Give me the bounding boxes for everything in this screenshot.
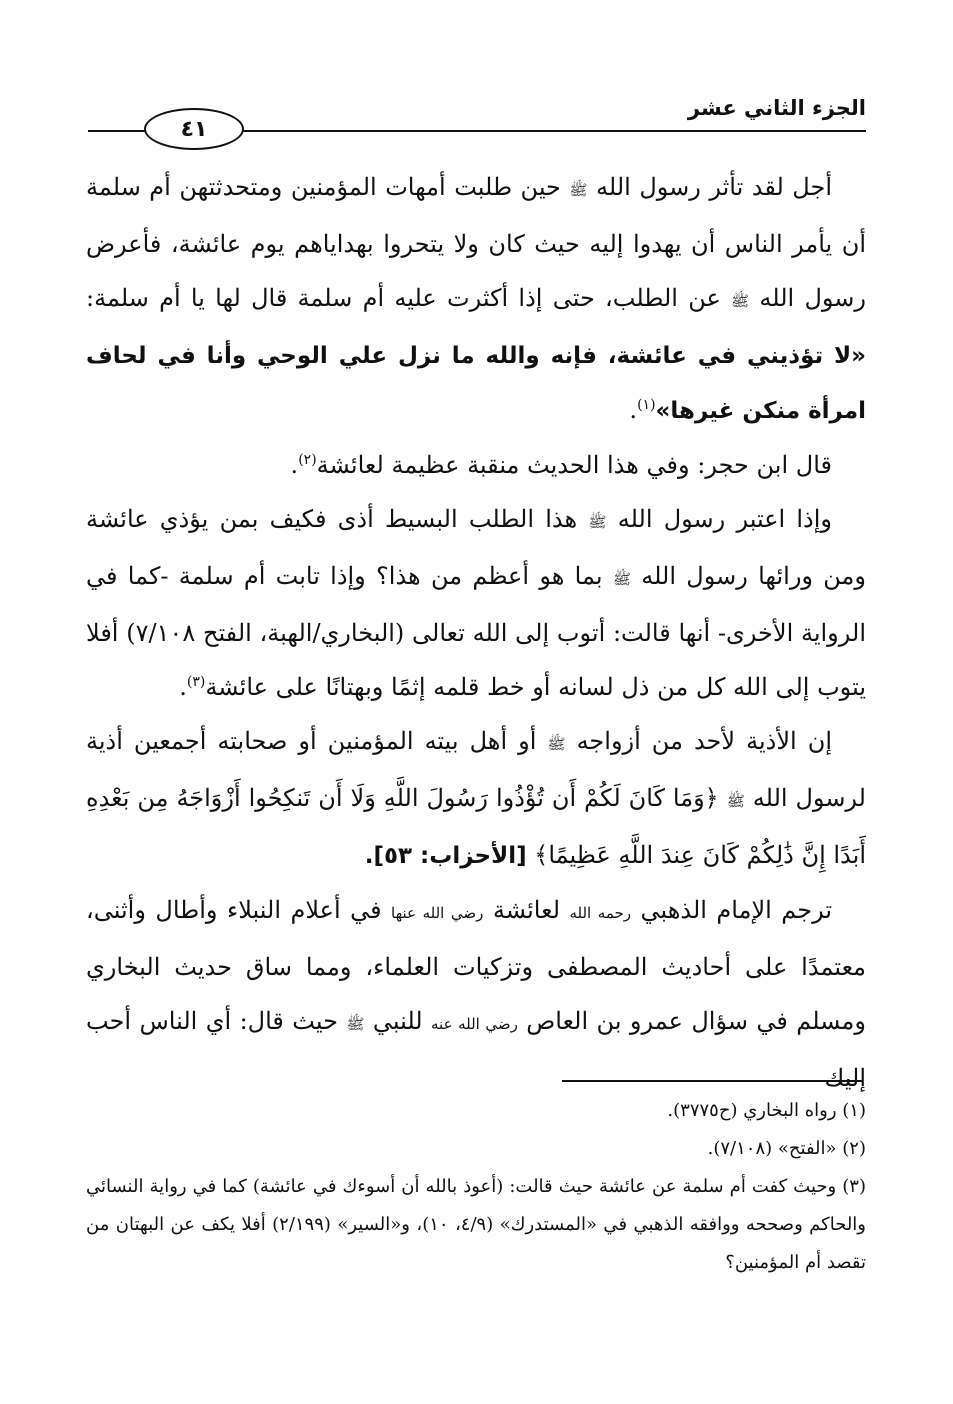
text-run: . bbox=[179, 673, 187, 701]
text-run: عن الطلب، حتى إذا أكثرت عليه أم سلمة قال لها يا أم سلمة: bbox=[86, 284, 732, 312]
main-text bbox=[86, 160, 866, 1105]
text-run: لعائشة bbox=[483, 896, 570, 924]
text-run: قال ابن حجر: وفي هذا الحديث منقبة عظيمة لعائشة bbox=[316, 451, 832, 479]
text-run: بما هو أعظم من هذا؟ وإذا تابت أم سلمة -كما في الرواية الأخرى- أنها قالت: أتوب إلى الله تعالى (البخاري/الهبة، الفتح ٧/١٠٨) أفلا يتوب إلى الله كل من ذل لسانه أو خط قلمه إثمًا وبهتانًا على عائشة bbox=[86, 562, 866, 701]
header-rule-left bbox=[88, 130, 148, 132]
page-number: ٤١ bbox=[144, 108, 244, 150]
text-run: في أعلام النبلاء وأطال وأثنى، معتمدًا على أحاديث المصطفى وتزكيات العلماء، ومما ساق حديث البخاري ومسلم في سؤال عمرو بن العاص bbox=[86, 896, 867, 1035]
text-run: أو أهل بيته المؤمنين أو صحابته أجمعين أذية لرسول الله bbox=[86, 727, 866, 812]
text-run: للنبي bbox=[364, 1007, 432, 1035]
honorific-symbol: رحمه الله bbox=[569, 904, 632, 922]
honorific-symbol: رضي الله عنها bbox=[391, 904, 484, 922]
text-run: . bbox=[629, 396, 638, 424]
salawat-symbol: ﷺ bbox=[612, 570, 631, 588]
salawat-symbol: ﷺ bbox=[726, 792, 745, 810]
paragraph-3 bbox=[86, 492, 866, 714]
verse-reference: [الأحزاب: ٥٣]. bbox=[364, 843, 527, 869]
footnote-ref-2: (٢) bbox=[298, 452, 317, 468]
hadith-quote: «لا تؤذيني في عائشة، فإنه والله ما نزل علي الوحي وأنا في لحاف امرأة منكن غيرها» bbox=[86, 343, 866, 424]
text-run: ترجم الإمام الذهبي bbox=[631, 896, 832, 924]
footnote-separator bbox=[562, 1080, 862, 1082]
text-run: . bbox=[290, 451, 299, 479]
header-rule bbox=[228, 130, 866, 132]
text-run: إن الأذية لأحد من أزواجه bbox=[565, 727, 832, 755]
paragraph-5 bbox=[86, 883, 866, 1105]
footnote-3: (٣) وحيث كفت أم سلمة عن عائشة حيث قالت: (أعوذ بالله أن أسوءك في عائشة) كما في رواية النسائي والحاكم وصححه ووافقه الذهبي في «المستدرك» (٤/٩، ١٠)، و«السير» (٢/١٩٩) أفلا يكف عن البهتان من تقصد أم المؤمنين؟ bbox=[86, 1176, 866, 1273]
quran-verse: ﴿وَمَا كَانَ لَكُمْ أَن تُؤْذُوا رَسُولَ اللَّهِ وَلَا أَن تَنكِحُوا أَزْوَاجَهُ مِن بَعْدِهِ أَبَدًا إِنَّ ذَٰلِكُمْ كَانَ عِندَ اللَّهِ عَظِيمًا﴾ bbox=[86, 784, 866, 869]
salawat-symbol: ﷺ bbox=[547, 735, 566, 753]
text-run: حيث قال: أي الناس أحب إليك bbox=[86, 1007, 866, 1092]
text-run: هذا الطلب البسيط أذى فكيف بمن يؤذي عائشة ومن ورائها رسول الله bbox=[86, 505, 866, 590]
footnote-1: (١) رواه البخاري (ح٣٧٧٥). bbox=[667, 1100, 866, 1121]
salawat-symbol: ﷺ bbox=[569, 181, 588, 199]
paragraph-4 bbox=[86, 714, 866, 883]
text-run: وإذا اعتبر رسول الله bbox=[606, 505, 832, 533]
footnotes bbox=[86, 1092, 866, 1282]
text-run: حين طلبت أمهات المؤمنين ومتحدثتهن أم سلمة أن يأمر الناس أن يهدوا إليه حيث كان ولا يتحروا بهداياهم يوم عائشة، فأعرض رسول الله bbox=[86, 173, 866, 312]
salawat-symbol: ﷺ bbox=[588, 513, 607, 531]
honorific-symbol: رضي الله عنه bbox=[431, 1015, 518, 1033]
footnote-ref-1: (١) bbox=[637, 397, 656, 413]
footnote-ref-3: (٣) bbox=[186, 674, 206, 690]
salawat-symbol: ﷺ bbox=[346, 1015, 365, 1033]
paragraph-1 bbox=[86, 160, 866, 438]
salawat-symbol: ﷺ bbox=[731, 292, 750, 310]
page-header bbox=[88, 92, 866, 152]
paragraph-2 bbox=[86, 438, 866, 492]
text-run: أجل لقد تأثر رسول الله bbox=[587, 173, 832, 201]
footnote-2: (٢) «الفتح» (٧/١٠٨). bbox=[707, 1138, 866, 1159]
running-title: الجزء الثاني عشر bbox=[687, 96, 866, 120]
